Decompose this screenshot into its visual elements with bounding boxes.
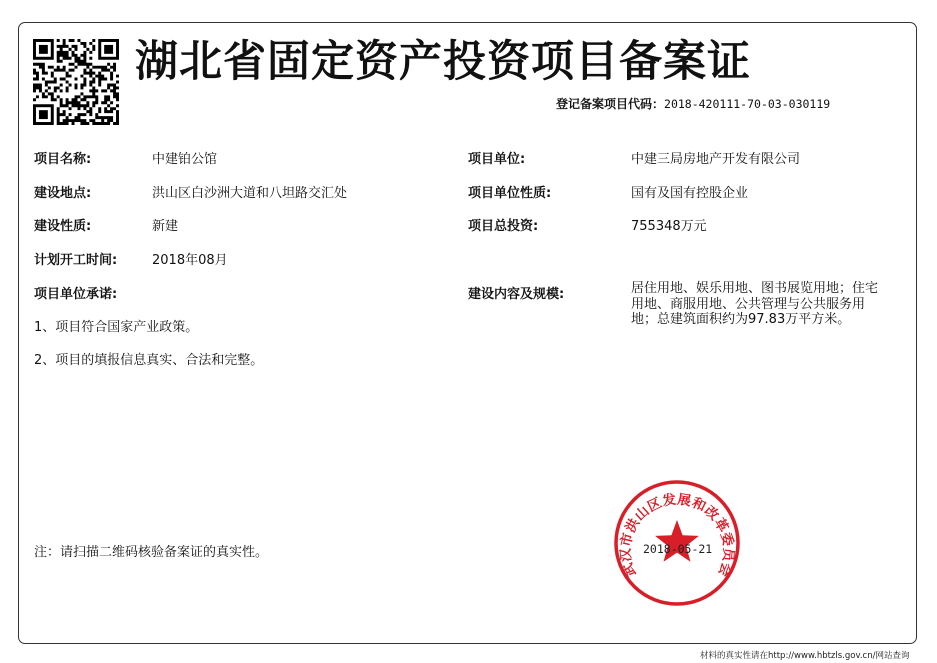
qr-code[interactable]	[33, 39, 119, 125]
registration-code	[556, 95, 830, 112]
project-unit-value: 中建三局房地产开发有限公司	[631, 152, 801, 167]
start-time-value: 2018年08月	[152, 253, 228, 268]
registration-code-label: 登记备案项目代码：	[556, 97, 665, 111]
total-investment-value: 755348万元	[631, 219, 707, 234]
project-name-label: 项目名称:	[34, 152, 92, 167]
project-unit-label: 项目单位:	[468, 152, 526, 167]
scope-value: 居住用地、娱乐用地、图书展览用地；住宅用地、商服用地、公共管理与公共服务用地；总建筑面积约为97.83万平方米。	[631, 281, 879, 327]
scope-label: 建设内容及规模:	[468, 287, 565, 302]
certificate-title: 湖北省固定资产投资项目备案证	[135, 37, 751, 87]
seal-text: 武汉市洪山区发展和改革委员会	[617, 491, 737, 580]
location-value: 洪山区白沙洲大道和八坦路交汇处	[152, 186, 348, 201]
verification-note: 注：请扫描二维码核验备案证的真实性。	[34, 545, 269, 560]
construction-nature-label: 建设性质:	[34, 219, 92, 234]
unit-nature-value: 国有及国有控股企业	[631, 186, 749, 201]
commitment-label: 项目单位承诺:	[34, 287, 118, 302]
start-time-label: 计划开工时间:	[34, 253, 118, 268]
project-name-value: 中建铂公馆	[152, 152, 218, 167]
commitment-item: 1、项目符合国家产业政策。	[34, 320, 199, 335]
location-label: 建设地点:	[34, 186, 92, 201]
registration-code-value: 2018-420111-70-03-030119	[664, 97, 831, 111]
commitment-item: 2、项目的填报信息真实、合法和完整。	[34, 353, 264, 368]
seal-date: 2018-05-21	[643, 542, 713, 556]
total-investment-label: 项目总投资:	[468, 219, 539, 234]
footer-verification-text: 材料的真实性请在http://www.hbtzls.gov.cn/网站查询	[700, 651, 910, 661]
construction-nature-value: 新建	[152, 219, 179, 234]
unit-nature-label: 项目单位性质:	[468, 186, 552, 201]
